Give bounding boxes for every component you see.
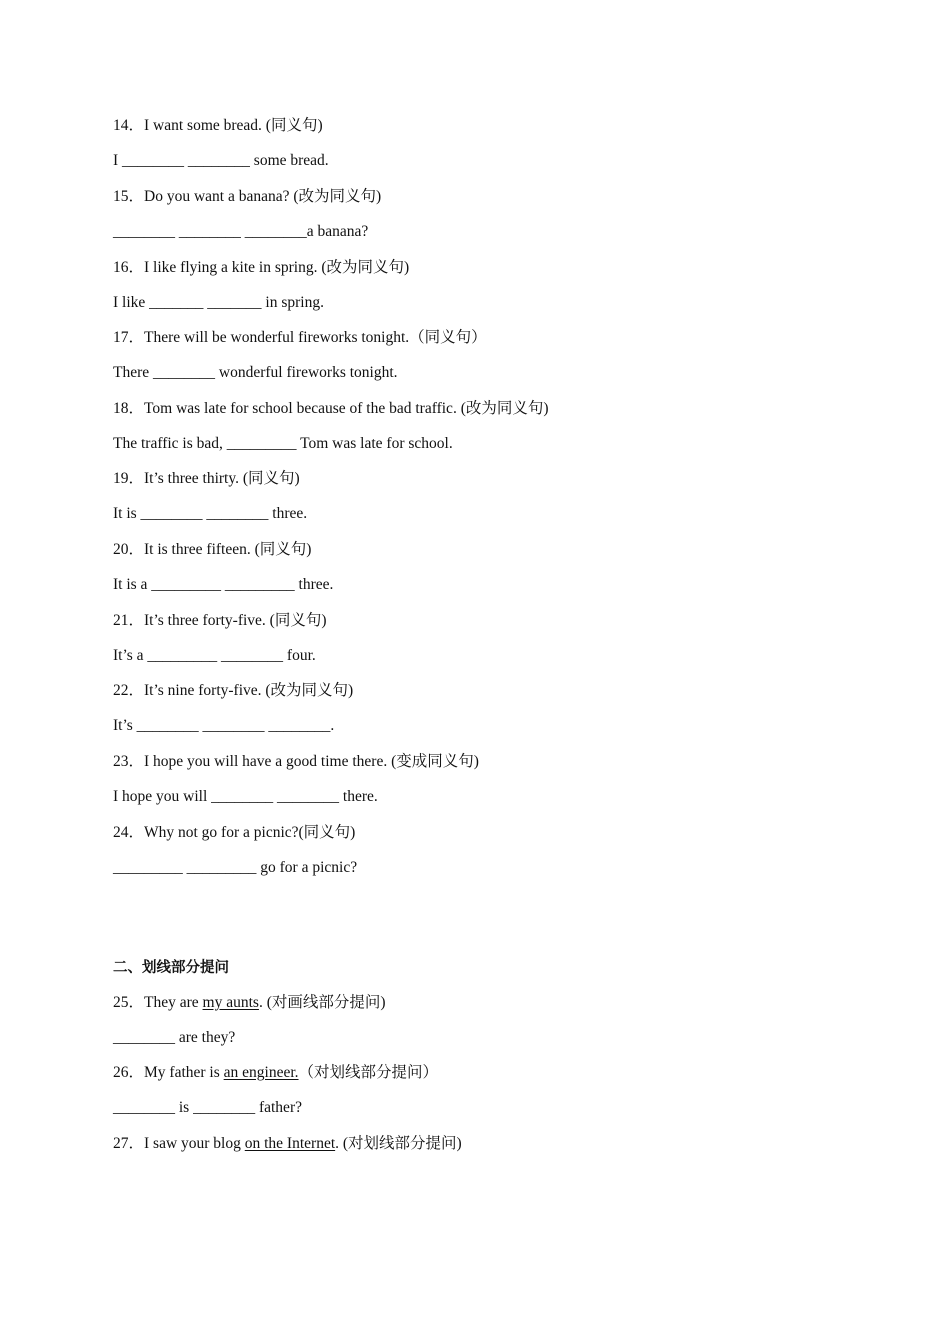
- question-25-underlined: my aunts: [202, 994, 259, 1011]
- question-26-suffix: （对划线部分提问）: [298, 1064, 439, 1081]
- question-22: 22．It’s nine forty-five. (改为同义句): [113, 682, 354, 699]
- question-25: [113, 993, 386, 1013]
- question-27-suffix: . (对划线部分提问): [335, 1135, 462, 1152]
- answer-15: ________ ________ ________a banana?: [113, 223, 369, 240]
- question-19: 19．It’s three thirty. (同义句): [113, 470, 300, 487]
- question-15: 15．Do you want a banana? (改为同义句): [113, 188, 382, 205]
- question-26-prefix: 26．My father is: [113, 1064, 224, 1081]
- answer-16: I like _______ _______ in spring.: [113, 294, 324, 311]
- answer-21: It’s a _________ ________ four.: [113, 647, 316, 664]
- answer-18: The traffic is bad, _________ Tom was late for school.: [113, 435, 453, 452]
- answer-14: I ________ ________ some bread.: [113, 152, 329, 169]
- question-25-prefix: 25．They are: [113, 994, 203, 1011]
- answer-25: ________ are they?: [113, 1029, 236, 1046]
- answer-22: It’s ________ ________ ________.: [113, 717, 335, 734]
- question-26: [113, 1063, 438, 1083]
- question-26-underlined: an engineer.: [223, 1064, 299, 1081]
- question-27-underlined: on the Internet: [244, 1135, 336, 1152]
- question-16: 16．I like flying a kite in spring. (改为同义句): [113, 259, 410, 276]
- question-17: 17．There will be wonderful fireworks tonight.（同义句）: [113, 329, 487, 346]
- question-25-suffix: . (对画线部分提问): [258, 994, 386, 1011]
- question-14: 14．I want some bread. (同义句): [113, 117, 323, 134]
- question-21: 21．It’s three forty-five. (同义句): [113, 612, 327, 629]
- question-27: [113, 1134, 462, 1154]
- answer-20: It is a _________ _________ three.: [113, 576, 334, 593]
- answer-17: There ________ wonderful fireworks tonight.: [113, 364, 398, 381]
- answer-26: ________ is ________ father?: [113, 1099, 302, 1116]
- answer-23: I hope you will ________ ________ there.: [113, 788, 378, 805]
- answer-19: It is ________ ________ three.: [113, 505, 308, 522]
- question-18: 18．Tom was late for school because of the bad traffic. (改为同义句): [113, 400, 549, 417]
- question-27-prefix: 27．I saw your blog: [113, 1135, 245, 1152]
- answer-24: _________ _________ go for a picnic?: [113, 859, 358, 876]
- question-20: 20．It is three fifteen. (同义句): [113, 541, 312, 558]
- question-23: 23．I hope you will have a good time there. (变成同义句): [113, 753, 479, 770]
- question-24: 24．Why not go for a picnic?(同义句): [113, 824, 356, 841]
- section-heading: 二、划线部分提问: [113, 960, 229, 976]
